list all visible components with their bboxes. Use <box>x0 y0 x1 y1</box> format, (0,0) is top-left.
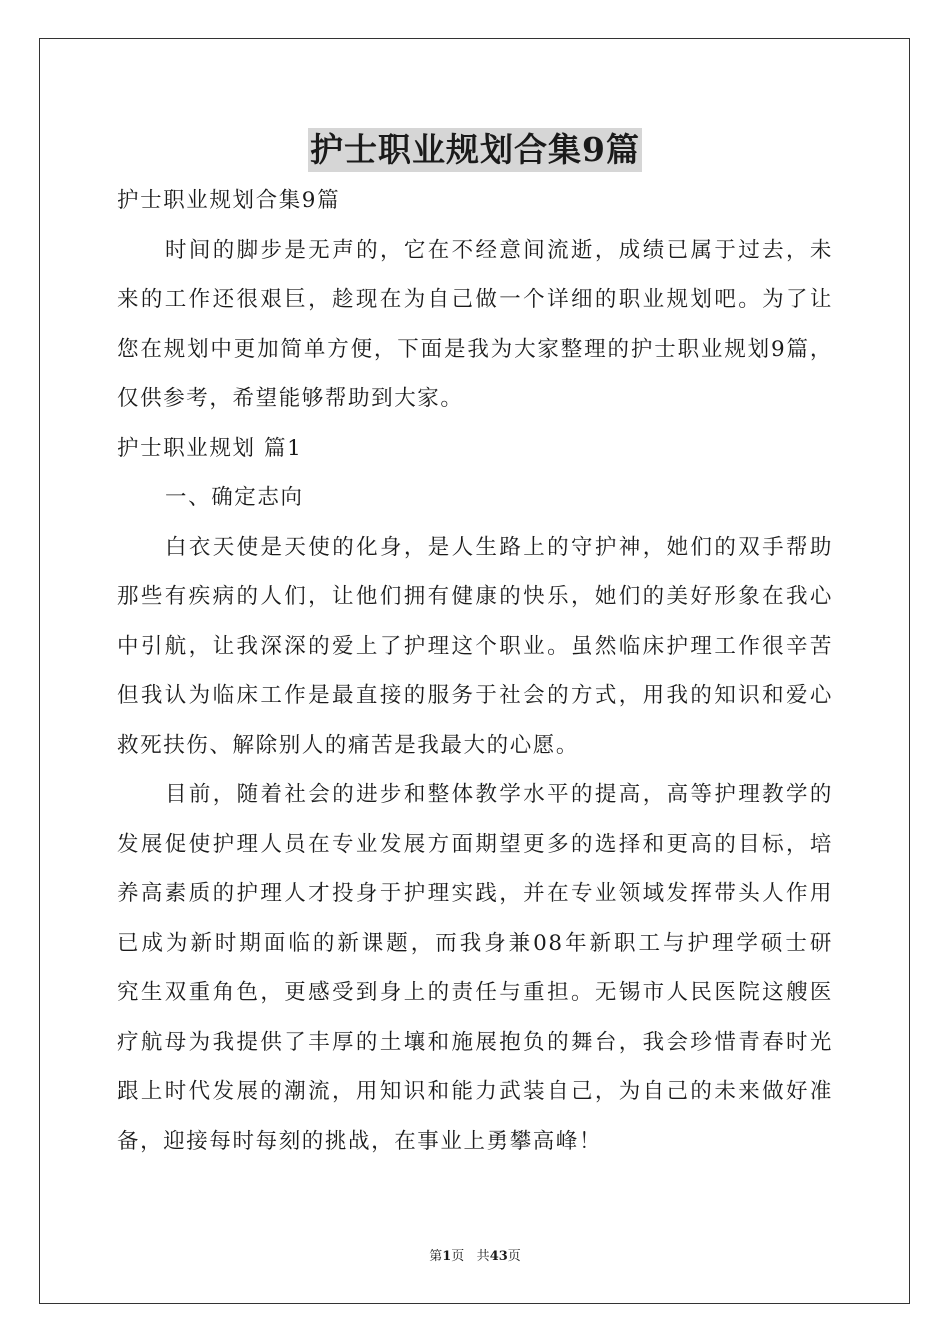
text-line: 救死扶伤、解除别人的痛苦是我最大的心愿。 <box>117 732 580 758</box>
title-container <box>0 128 950 172</box>
text-line: 跟上时代发展的潮流，用知识和能力武装自己，为自己的未来做好准 <box>117 1079 833 1104</box>
total-pages: 43 <box>489 1249 508 1264</box>
text-line: 备，迎接每时每刻的挑战，在事业上勇攀高峰！ <box>117 1128 603 1154</box>
text-line: 已成为新时期面临的新课题，而我身兼08年新职工与护理学硕士研 <box>117 930 833 956</box>
text-line: 中引航，让我深深的爱上了护理这个职业。虽然临床护理工作很辛苦 <box>117 633 833 659</box>
text-line: 疗航母为我提供了丰厚的土壤和施展抱负的舞台，我会珍惜青春时光 <box>117 1029 833 1055</box>
text-line: 一、确定志向 <box>165 485 304 510</box>
text-line: 您在规划中更加简单方便，下面是我为大家整理的护士职业规划9篇， <box>117 336 833 362</box>
text-line: 究生双重角色，更感受到身上的责任与重担。无锡市人民医院这艘医 <box>117 980 833 1005</box>
page-label-suffix: 页 <box>451 1249 465 1264</box>
page-number: 1 <box>442 1249 452 1264</box>
text-line: 养高素质的护理人才投身于护理实践，并在专业领域发挥带头人作用 <box>117 881 833 906</box>
text-line: 仅供参考，希望能够帮助到大家。 <box>117 386 464 411</box>
text-line: 护士职业规划合集9篇 <box>117 188 341 213</box>
total-label-suffix: 页 <box>507 1249 521 1264</box>
text-line: 来的工作还很艰巨，趁现在为自己做一个详细的职业规划吧。为了让 <box>117 287 833 312</box>
page-footer <box>0 1248 950 1266</box>
text-line: 时间的脚步是无声的，它在不经意间流逝，成绩已属于过去，未 <box>165 237 833 263</box>
text-line: 护士职业规划 篇1 <box>117 435 303 461</box>
page-label-prefix: 第 <box>429 1249 443 1264</box>
total-label-prefix: 共 <box>476 1249 490 1264</box>
text-line: 目前，随着社会的进步和整体教学水平的提高，高等护理教学的 <box>165 782 833 807</box>
text-line: 但我认为临床工作是最直接的服务于社会的方式，用我的知识和爱心 <box>117 683 833 708</box>
document-title: 护士职业规划合集9篇 <box>308 128 642 172</box>
text-line: 发展促使护理人员在专业发展方面期望更多的选择和更高的目标，培 <box>117 831 833 857</box>
text-line: 白衣天使是天使的化身，是人生路上的守护神，她们的双手帮助 <box>165 534 833 560</box>
document-body <box>117 176 833 1166</box>
text-line: 那些有疾病的人们，让他们拥有健康的快乐，她们的美好形象在我心 <box>117 584 833 609</box>
